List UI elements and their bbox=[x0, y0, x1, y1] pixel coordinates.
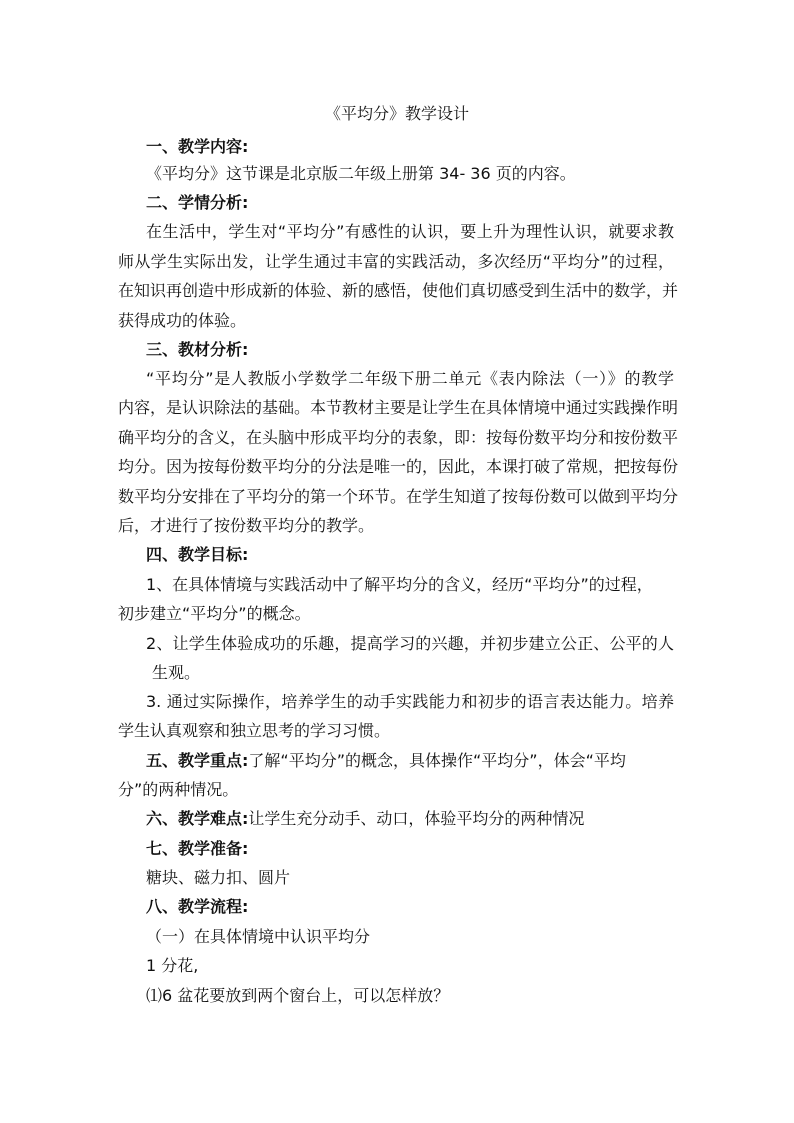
section-heading-process: 八、教学流程: bbox=[146, 897, 249, 916]
preparation-text: 糖块、磁力扣、圆片 bbox=[146, 868, 291, 887]
objective-line: 生观。 bbox=[152, 663, 201, 682]
section-heading-textbook-analysis: 三、教材分析: bbox=[146, 340, 249, 359]
section-heading-difficulties: 六、教学难点: bbox=[146, 809, 249, 828]
paragraph-line: 获得成功的体验。 bbox=[118, 311, 247, 330]
difficulties-line bbox=[146, 809, 584, 829]
objective-line: 学生认真观察和独立思考的学习习惯。 bbox=[118, 721, 391, 740]
process-line: 1 分花, bbox=[146, 956, 199, 975]
paragraph-line: 内容，是认识除法的基础。本节教材主要是让学生在具体情境中通过实践操作明 bbox=[118, 398, 679, 417]
objective-line: 2、让学生体验成功的乐趣，提高学习的兴趣，并初步建立公正、公平的人 bbox=[146, 634, 674, 653]
difficulties-text: 让学生充分动手、动口，体验平均分的两种情况 bbox=[248, 809, 585, 828]
section-heading-objectives: 四、教学目标: bbox=[146, 545, 249, 564]
paragraph-line: 均分。因为按每份数平均分的分法是唯一的，因此，本课打破了常规，把按每份 bbox=[118, 457, 679, 476]
process-line: （一）在具体情境中认识平均分 bbox=[146, 927, 371, 946]
paragraph-line: 在生活中，学生对“平均分”有感性的认识，要上升为理性认识，就要求教 bbox=[146, 222, 674, 241]
key-points-text: 了解“平均分”的概念，具体操作“平均分”，体会“平均 bbox=[248, 751, 626, 770]
paragraph-line: 师从学生实际出发，让学生通过丰富的实践活动，多次经历“平均分”的过程， bbox=[118, 252, 674, 271]
paragraph-line: 确平均分的含义，在头脑中形成平均分的表象，即：按每份数平均分和按份数平 bbox=[118, 428, 679, 447]
process-line: ⑴6 盆花要放到两个窗台上，可以怎样放？ bbox=[146, 986, 450, 1005]
paragraph-line: 在知识再创造中形成新的体验、新的感悟，使他们真切感受到生活中的数学，并 bbox=[118, 281, 679, 300]
section-heading-preparation: 七、教学准备: bbox=[146, 839, 249, 858]
content-text: 《平均分》这节课是北京版二年级上册第 34- 36 页的内容。 bbox=[146, 164, 576, 183]
key-points-text-continued: 分”的两种情况。 bbox=[118, 780, 239, 799]
objective-line: 初步建立“平均分”的概念。 bbox=[118, 604, 311, 623]
objective-line: 3. 通过实际操作，培养学生的动手实践能力和初步的语言表达能力。培养 bbox=[146, 692, 674, 711]
section-heading-student-analysis: 二、学情分析: bbox=[146, 193, 249, 212]
objective-line: 1、在具体情境与实践活动中了解平均分的含义，经历“平均分”的过程， bbox=[146, 575, 653, 594]
paragraph-line: 后，才进行了按份数平均分的教学。 bbox=[118, 516, 375, 535]
section-heading-key-points: 五、教学重点: bbox=[146, 751, 249, 770]
key-points-line bbox=[146, 751, 626, 771]
paragraph-line: 数平均分安排在了平均分的第一个环节。在学生知道了按每份数可以做到平均分 bbox=[118, 487, 679, 506]
section-heading-content: 一、教学内容: bbox=[146, 137, 249, 156]
document-title: 《平均分》教学设计 bbox=[324, 104, 469, 123]
paragraph-line: “平均分”是人教版小学数学二年级下册二单元《表内除法（一）》的教学 bbox=[146, 369, 674, 388]
